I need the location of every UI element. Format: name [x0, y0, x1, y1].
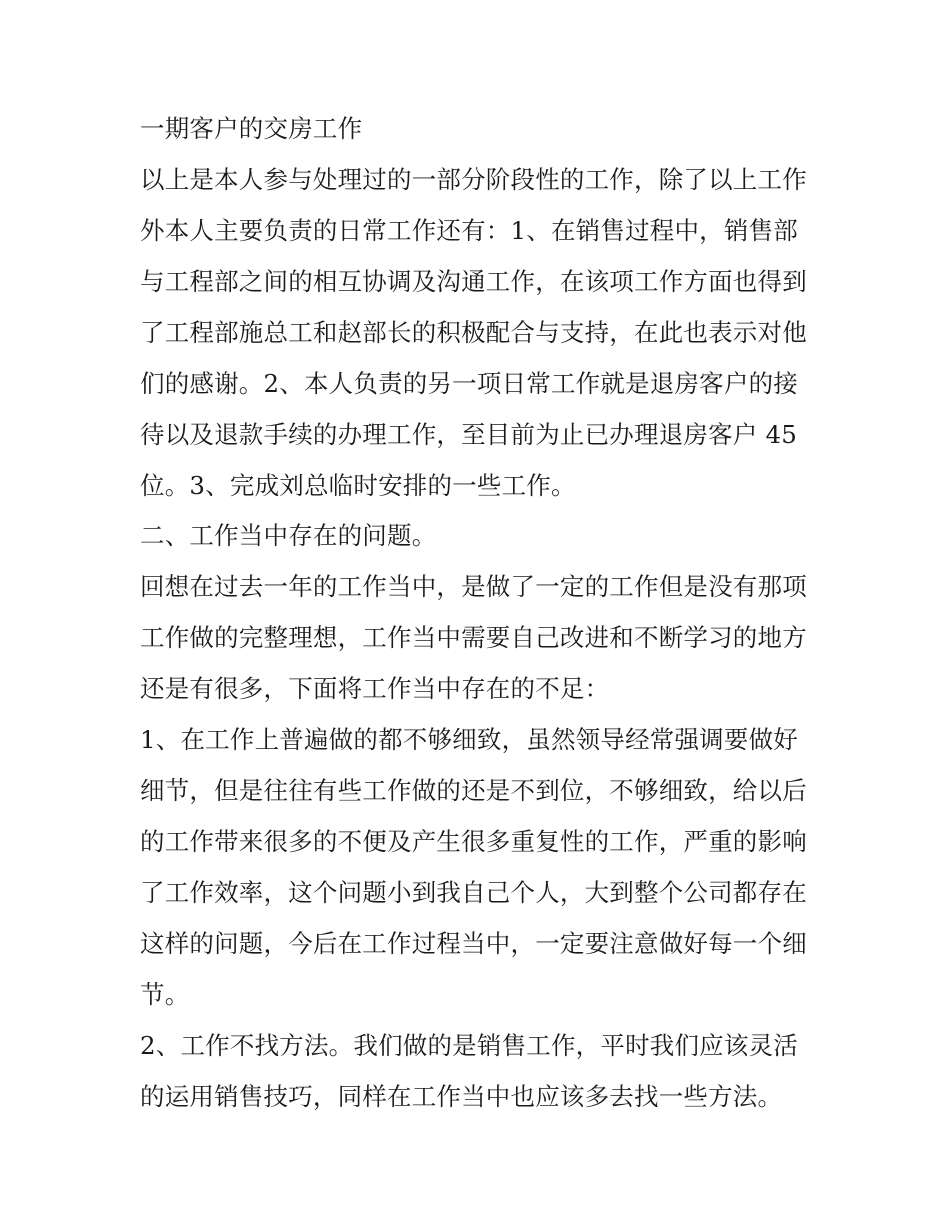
text-line-1: 一期客户的交房工作	[140, 114, 363, 143]
text-line-19: 2、工作不找方法。我们做的是销售工作，平时我们应该灵活	[140, 1031, 798, 1060]
text-line-15: 的工作带来很多的不便及产生很多重复性的工作，严重的影响	[140, 827, 807, 856]
text-line-16: 了工作效率，这个问题小到我自己个人，大到整个公司都存在	[140, 878, 807, 907]
text-line-12: 还是有很多，下面将工作当中存在的不足：	[140, 674, 610, 703]
text-line-7: 待以及退款手续的办理工作，至目前为止已办理退房客户 45	[140, 420, 798, 449]
text-line-8: 位。3、完成刘总临时安排的一些工作。	[140, 471, 576, 500]
text-line-3: 外本人主要负责的日常工作还有：1、在销售过程中，销售部	[140, 216, 798, 245]
text-line-5: 了工程部施总工和赵部长的积极配合与支持，在此也表示对他	[140, 318, 807, 347]
text-line-14: 细节，但是往往有些工作做的还是不到位，不够细致，给以后	[140, 776, 807, 805]
text-line-6: 们的感谢。2、本人负责的另一项日常工作就是退房客户的接	[140, 369, 798, 398]
text-line-10: 回想在过去一年的工作当中，是做了一定的工作但是没有那项	[140, 572, 807, 601]
section-heading: 二、工作当中存在的问题。	[140, 521, 437, 550]
text-line-13: 1、在工作上普遍做的都不够细致，虽然领导经常强调要做好	[140, 725, 798, 754]
text-line-20: 的运用销售技巧，同样在工作当中也应该多去找一些方法。	[140, 1082, 783, 1111]
text-line-4: 与工程部之间的相互协调及沟通工作，在该项工作方面也得到	[140, 267, 807, 296]
text-line-2: 以上是本人参与处理过的一部分阶段性的工作，除了以上工作	[140, 165, 807, 194]
text-line-18: 节。	[140, 980, 190, 1009]
text-line-11: 工作做的完整理想，工作当中需要自己改进和不断学习的地方	[140, 623, 807, 652]
text-line-17: 这样的问题，今后在工作过程当中，一定要注意做好每一个细	[140, 929, 807, 958]
